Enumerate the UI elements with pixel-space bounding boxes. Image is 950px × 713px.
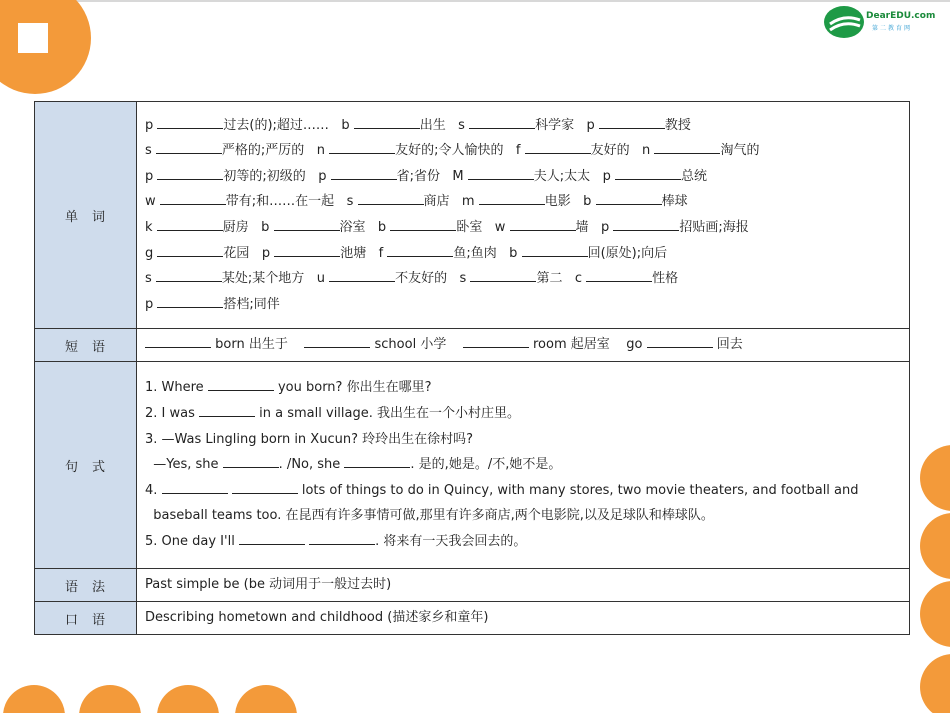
blank [157, 216, 223, 231]
vocab-meaning: 夫人;太太 [533, 168, 591, 184]
grammar-label: 语法 [35, 569, 137, 602]
blank [599, 114, 665, 129]
sentence-3b-part3: . 是的,她是。/不,她不是。 [410, 457, 562, 473]
blank [274, 216, 340, 231]
vocab-meaning: 总统 [680, 168, 707, 184]
blank [469, 114, 535, 129]
sentence-3b-part1: —Yes, she [153, 457, 219, 473]
vocab-meaning: 严格的;严厉的 [221, 143, 305, 159]
phrase-text: school 小学 [374, 337, 447, 353]
blank [162, 479, 228, 494]
vocab-initial: p [145, 117, 154, 133]
vocab-meaning: 友好的 [590, 143, 630, 159]
vocab-line [145, 164, 901, 190]
sentence-4 [145, 478, 901, 504]
blank [329, 139, 395, 154]
phrase-row [35, 329, 910, 362]
vocab-content [137, 102, 910, 329]
vocab-meaning: 初等的;初级的 [223, 168, 306, 184]
sentence-5-end: . 将来有一天我会回去的。 [375, 533, 527, 549]
vocab-meaning: 回(原处);向后 [587, 245, 668, 261]
vocab-label: 单词 [35, 102, 137, 329]
vocab-meaning: 友好的;令人愉快的 [395, 143, 504, 159]
vocab-meaning: 过去(的);超过…… [223, 117, 329, 133]
vocab-line [145, 266, 901, 292]
vocab-line [145, 292, 901, 318]
vocab-initial: f [378, 245, 384, 261]
vocab-meaning: 池塘 [340, 245, 367, 261]
vocab-meaning: 省;省份 [396, 168, 440, 184]
blank [239, 530, 305, 545]
grammar-content: Past simple be (be 动词用于一般过去时) [137, 569, 910, 602]
vocab-initial: b [261, 220, 270, 235]
vocab-initial: k [145, 220, 153, 235]
vocab-initial: p [145, 296, 154, 312]
sentence-3: 3. —Was Lingling born in Xucun? 玲玲出生在徐村吗? [145, 431, 474, 447]
blank [329, 267, 395, 282]
blank [525, 139, 591, 154]
blank [232, 479, 298, 494]
blank [354, 114, 420, 129]
sentence-4-end: lots of things to do in Quincy, with many stores, two movie theaters, and football and [301, 482, 859, 498]
top-left-orange-badge [0, 0, 95, 95]
blank [157, 114, 223, 129]
blank [510, 216, 576, 231]
blank [390, 216, 456, 231]
sentence-5-start: 5. One day I'll [145, 533, 235, 549]
summary-table [34, 101, 910, 635]
blank [522, 242, 588, 257]
vocab-meaning: 棒球 [661, 194, 688, 210]
vocab-meaning: 不友好的 [395, 271, 448, 287]
sentence-3b-part2: . /No, she [278, 457, 341, 473]
vocab-initial: n [642, 143, 651, 159]
vocab-line [145, 189, 901, 215]
phrase-content [137, 329, 910, 362]
blank [156, 267, 222, 282]
vocab-initial: b [509, 245, 518, 261]
vocab-meaning: 电影 [544, 194, 571, 210]
vocab-initial: n [316, 143, 325, 159]
vocab-line [145, 138, 901, 164]
vocab-meaning: 鱼;鱼肉 [453, 245, 497, 261]
vocab-meaning: 搭档;同伴 [223, 296, 280, 312]
phrase-label: 短语 [35, 329, 137, 362]
grammar-row [35, 569, 910, 602]
vocab-initial: p [261, 245, 271, 261]
phrase-text: born 出生于 [215, 337, 288, 353]
oral-row [35, 602, 910, 635]
vocab-meaning: 带有;和……在一起 [225, 194, 335, 210]
sentence-1-end: you born? 你出生在哪里? [277, 380, 432, 396]
vocab-meaning: 性格 [652, 271, 679, 287]
blank [468, 165, 534, 180]
blank [199, 402, 255, 417]
phrase-text: room 起居室 [533, 337, 610, 353]
vocab-meaning: 招贴画;海报 [679, 220, 749, 235]
blank [156, 139, 222, 154]
vocab-meaning: 墙 [575, 220, 589, 235]
vocab-meaning: 某处;某个地方 [221, 271, 305, 287]
blank [223, 453, 279, 468]
vocab-initial: u [316, 271, 325, 287]
blank [647, 333, 713, 348]
vocab-initial: s [346, 194, 354, 210]
vocab-line [145, 241, 901, 267]
sentence-content [137, 362, 910, 569]
vocab-initial: c [574, 271, 583, 287]
vocab-meaning: 第二 [536, 271, 563, 287]
vocab-meaning: 卧室 [456, 220, 483, 235]
blank [208, 376, 274, 391]
blank [304, 333, 370, 348]
vocab-initial: s [458, 117, 465, 133]
blank [613, 216, 679, 231]
sentence-row [35, 362, 910, 569]
blank [331, 165, 397, 180]
vocab-initial: g [145, 245, 154, 261]
vocab-initial: s [459, 271, 467, 287]
vocab-initial: b [583, 194, 592, 210]
top-divider-line [0, 0, 950, 2]
vocab-initial: w [494, 220, 506, 235]
blank [157, 293, 223, 308]
bottom-orange-circles [0, 683, 310, 713]
blank [615, 165, 681, 180]
vocab-line [145, 113, 901, 139]
blank [654, 139, 720, 154]
blank [145, 333, 211, 348]
blank [479, 190, 545, 205]
sentence-4-start: 4. [145, 482, 158, 498]
blank [470, 267, 536, 282]
oral-label: 口语 [35, 602, 137, 635]
vocab-initial: s [145, 271, 152, 287]
sentence-2-start: 2. I was [145, 406, 195, 422]
right-orange-circles [905, 425, 950, 713]
vocab-meaning: 花园 [223, 245, 250, 261]
vocab-initial: f [515, 143, 521, 159]
vocab-meaning: 淘气的 [720, 143, 760, 159]
blank [387, 242, 453, 257]
blank [358, 190, 424, 205]
sentence-2 [145, 401, 901, 427]
sentence-label: 句式 [35, 362, 137, 569]
vocab-meaning: 出生 [419, 117, 446, 133]
blank [309, 530, 375, 545]
vocab-meaning: 厨房 [222, 220, 249, 235]
blank [344, 453, 410, 468]
vocab-initial: p [600, 220, 610, 235]
vocab-row [35, 102, 910, 329]
sentence-4-cont [145, 503, 901, 529]
sentence-1 [145, 375, 901, 401]
sentence-4-translation: baseball teams too. 在昆西有许多事情可做,那里有许多商店,两个电影院,以及足球队和棒球队。 [153, 508, 714, 524]
vocab-initial: p [602, 168, 611, 184]
sentence-2-end: in a small village. 我出生在一个小村庄里。 [259, 406, 521, 422]
vocab-meaning: 科学家 [535, 117, 575, 133]
vocab-line [145, 215, 901, 241]
vocab-initial: m [461, 194, 475, 210]
logo-subtext: 第二教育网 [872, 25, 913, 32]
vocab-initial: w [145, 194, 156, 210]
blank [274, 242, 340, 257]
oral-content: Describing hometown and childhood (描述家乡和童年) [137, 602, 910, 635]
vocab-initial: M [452, 168, 464, 184]
vocab-initial: p [586, 117, 595, 133]
vocab-initial: b [377, 220, 387, 235]
vocab-initial: s [145, 143, 152, 159]
vocab-meaning: 商店 [423, 194, 450, 210]
vocab-initial: b [341, 117, 350, 133]
blank [463, 333, 529, 348]
blank [157, 165, 223, 180]
vocab-meaning: 教授 [664, 117, 691, 133]
phrase-text: 回去 [716, 337, 743, 353]
dearedu-logo-icon [822, 2, 948, 42]
blank [157, 242, 223, 257]
blank [596, 190, 662, 205]
vocab-initial: p [145, 168, 154, 184]
blank [160, 190, 226, 205]
vocab-initial: p [318, 168, 327, 184]
sentence-3-answer [145, 452, 901, 478]
logo-text: DearEDU.com [866, 11, 936, 21]
blank [586, 267, 652, 282]
vocab-meaning: 浴室 [339, 220, 366, 235]
sentence-1-start: 1. Where [145, 380, 204, 396]
phrase-prefix: go [626, 337, 643, 353]
sentence-5 [145, 529, 901, 555]
